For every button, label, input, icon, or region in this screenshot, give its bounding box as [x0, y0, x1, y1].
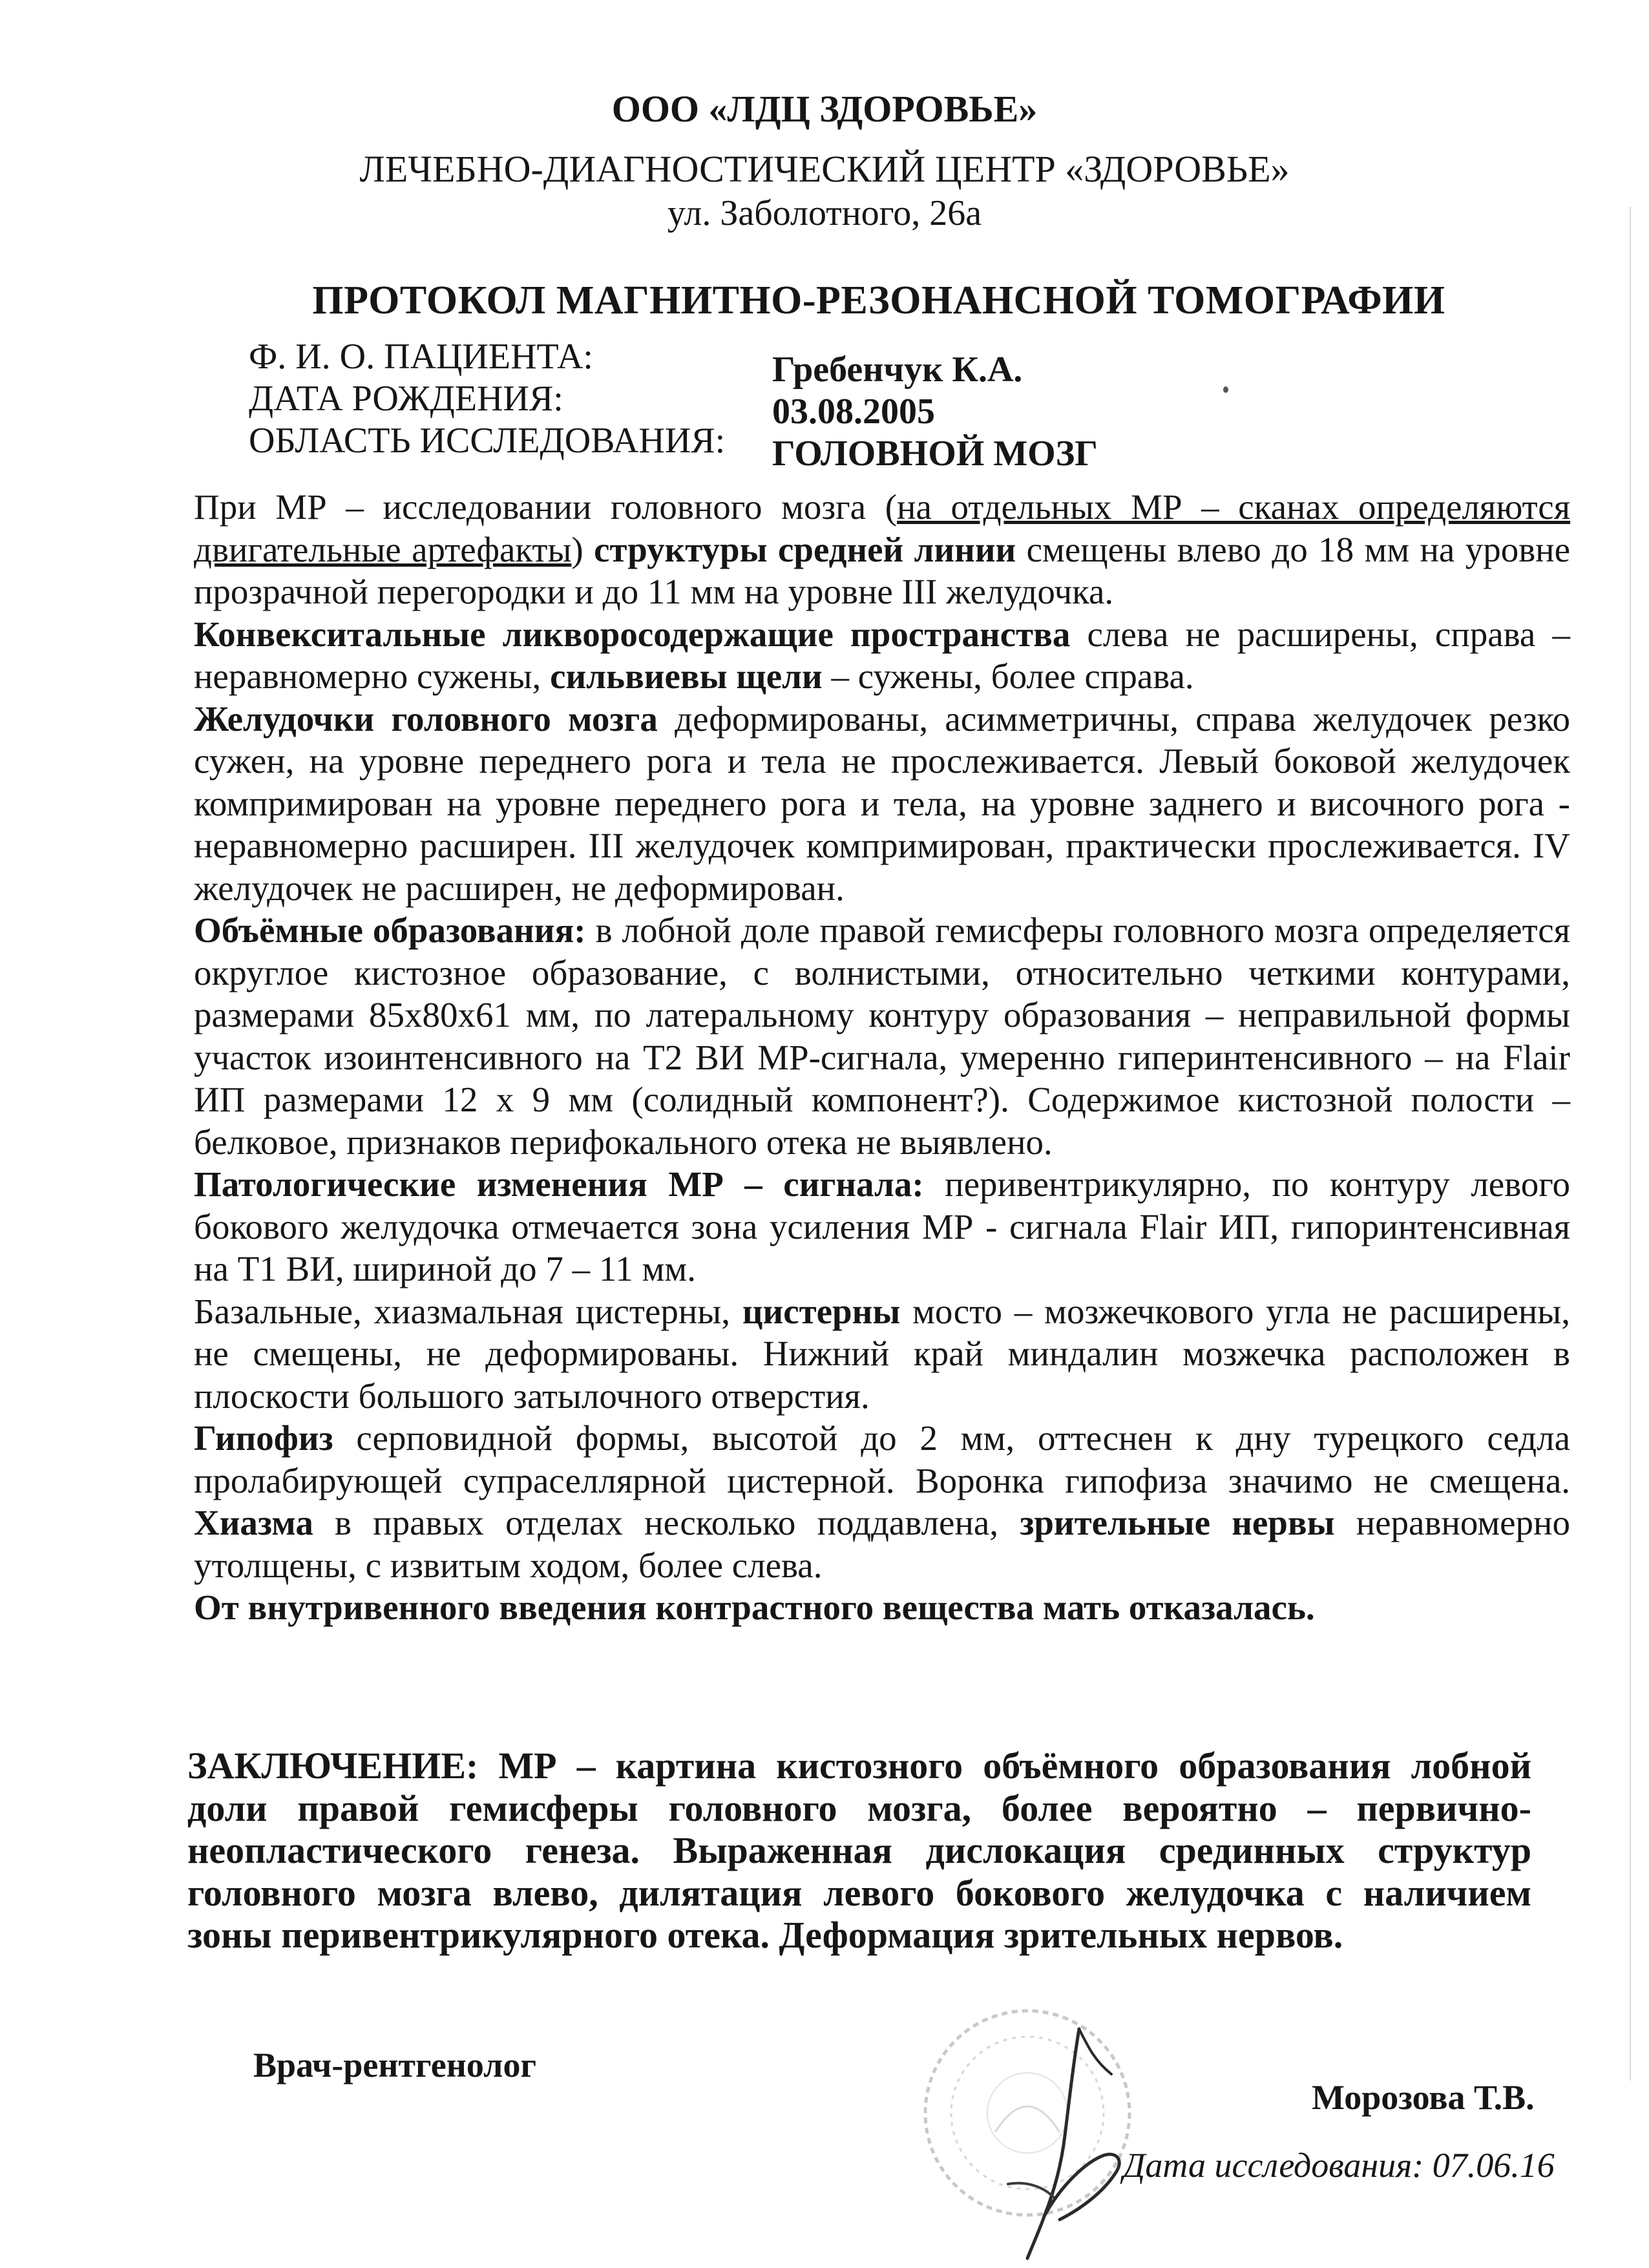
doctor-name: Морозова Т.В. — [1312, 2078, 1535, 2117]
study-area-label: ОБЛАСТЬ ИССЛЕДОВАНИЯ: — [249, 421, 726, 461]
doctor-role: Врач-рентгенолог — [253, 2046, 536, 2084]
organization-name: ООО «ЛДЦ ЗДОРОВЬЕ» — [611, 88, 1038, 130]
birth-date-label: ДАТА РОЖДЕНИЯ: — [249, 379, 563, 419]
findings-paragraph-contrast: От внутривенного введения контрастного вещества мать отказалась. — [194, 1588, 1315, 1627]
organization-full-name: ЛЕЧЕБНО-ДИАГНОСТИЧЕСКИЙ ЦЕНТР «ЗДОРОВЬЕ» — [359, 148, 1290, 190]
exam-date: Дата исследования: 07.06.16 — [1123, 2146, 1555, 2185]
scan-edge-line — [1630, 207, 1631, 2081]
study-area-value: ГОЛОВНОЙ МОЗГ — [772, 434, 1098, 474]
patient-name-value: Гребенчук К.А. — [772, 350, 1023, 390]
findings-paragraph-csf-spaces: Конвекситальные ликворосодержащие пространства слева не расширены, справа – неравномерно сужены, сильвиевы щели – сужены, более справа. — [194, 614, 1570, 696]
findings-paragraph-ventricles: Желудочки головного мозга деформированы, асимметричны, справа желудочек резко сужен, на уровне переднего рога и тела не прослеживается. Левый боковой желудочек компримирован на уровне переднего рога и тела, на уровне заднего и височного рога - неравномерно расширен. III желудочек компримирован, практически прослеживается. IV желудочек не расширен, не деформирован. — [194, 698, 1571, 908]
document-title: ПРОТОКОЛ МАГНИТНО-РЕЗОНАНСНОЙ ТОМОГРАФИИ — [312, 278, 1445, 322]
patient-name-label: Ф. И. О. ПАЦИЕНТА: — [249, 337, 593, 377]
conclusion-text: МР – картина кистозного объёмного образования лобной доли правой гемисферы головного мозга, более вероятно – первично-неопластического генеза. Выраженная дислокация срединных структур головного мозга влево, дилятация левого бокового желудочка с наличием зоны перивентрикулярного отека. Деформация зрительных нервов. — [187, 1745, 1531, 1956]
findings-paragraph-midline: При МР – исследовании головного мозга (на отдельных МР – сканах определяются двигательные артефакты) структуры средней линии смещены влево до 18 мм на уровне прозрачной перегородки и до 11 мм на уровне III желудочка. — [194, 487, 1571, 611]
organization-address: ул. Заболотного, 26а — [667, 193, 982, 233]
findings-paragraph-pituitary: Гипофиз серповидной формы, высотой до 2 мм, оттеснен к дну турецкого седла пролабирующей супраселлярной цистерной. Воронка гипофиза значимо не смещена. Хиазма в правых отделах несколько поддавлена, зрительные нервы неравномерно утолщены, с извитым ходом, более слева. — [194, 1418, 1570, 1585]
findings-paragraph-lesions: Объёмные образования: в лобной доле правой гемисферы головного мозга определяется округлое кистозное образование, с волнистыми, относительно четкими контурами, размерами 85х80х61 мм, по латеральному контуру образования – неправильной формы участок изоинтенсивного на Т2 ВИ МР-сигнала, умеренно гиперинтенсивного – на Flair ИП размерами 12 х 9 мм (солидный компонент?). Содержимое кистозной полости – белковое, признаков перифокального отека не выявлено. — [194, 910, 1571, 1162]
findings-paragraph-signal-changes: Патологические изменения МР – сигнала: перивентрикулярно, по контуру левого бокового желудочка отмечается зона усиления МР - сигнала Flair ИП, гипоринтенсивная на Т1 ВИ, шириной до 7 – 11 мм. — [194, 1164, 1570, 1288]
motion-artifacts-note: на отдельных МР – сканах определяются двигательные артефакты — [194, 487, 1570, 569]
findings-paragraph-cisterns: Базальные, хиазмальная цистерны, цистерны мосто – мозжечкового угла не расширены, не смещены, не деформированы. Нижний край миндалин мозжечка расположен в плоскости большого затылочного отверстия. — [194, 1291, 1570, 1416]
birth-date-value: 03.08.2005 — [772, 392, 935, 432]
conclusion-section — [187, 1745, 1531, 1957]
doctor-signature — [982, 2022, 1150, 2268]
conclusion-label: ЗАКЛЮЧЕНИЕ: — [187, 1745, 479, 1787]
findings-section — [194, 486, 1570, 1629]
scan-speck — [1223, 386, 1228, 393]
